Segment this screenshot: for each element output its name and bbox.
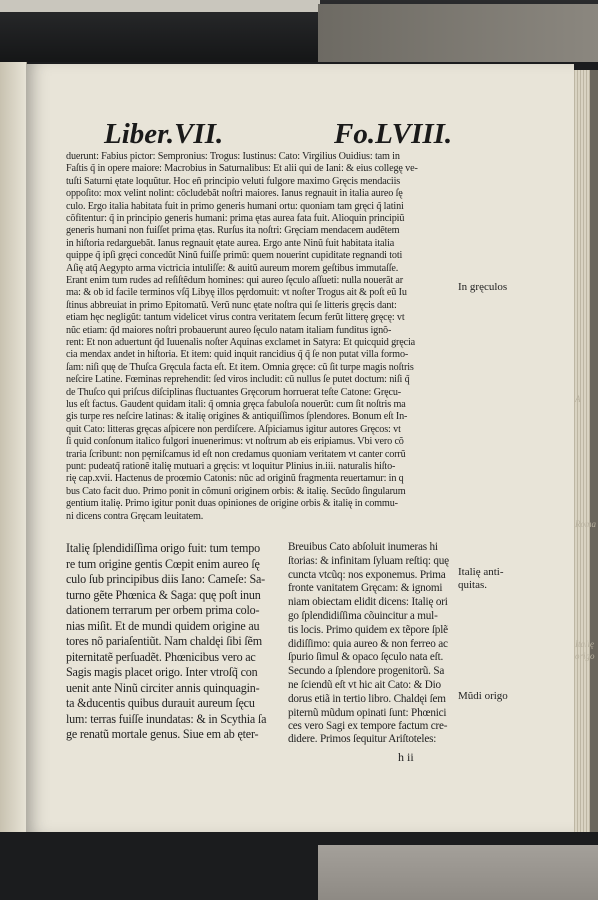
text-line: rent: Et non aduertunt q̃d Iuuenalis noſter Aquinas exclamet in Satyra: Et quicquid gręcia <box>66 337 416 348</box>
margin-note: Mũdi origo <box>458 690 508 702</box>
text-line: culo ſub principibus diis Iano: Cameſe: Sa- <box>66 572 265 586</box>
text-line: ſpurio ſimul & opaco ſęculo nata eſt. <box>288 651 444 664</box>
text-line: tores nõ pariaſentiũt. Nam chaldęi ſibi ſẽm <box>66 634 262 648</box>
margin-note: In gręculos <box>458 281 508 293</box>
text-line: didere. Primos ſequitur Ariſtoteles: <box>288 733 437 745</box>
text-line: traria ſcribunt: non pęrniſcamus id eſt non credamus quoniam veritatem vt canter corrũ <box>66 448 406 460</box>
text-line: Faſtis q̃ in opere maiore: Macrobius in Saturnalibus: Et alii qui de Iani: & eius collegę ve- <box>66 163 418 175</box>
text-line: gentium italię. Primo igitur ponit duas opiniones de origine orbis & italię in commu- <box>66 498 398 510</box>
text-line: re tum origine gentis Cœpit enim aureo ſę <box>66 556 260 571</box>
text-line: lum: terras fuiſſe inundatas: & in Scythia ſa <box>66 711 267 726</box>
text-line: etiam hęc negligũt: tantum videlicet virus contra veritatem ſecum ferũt litterę gręcę: vt <box>66 312 405 324</box>
text-line: lus eſt factus. Gaudent quidam itali: q̃ omnia gręca fabuloſa nouerũt: cum ſit noſtris ma <box>66 399 406 410</box>
text-line: ſam: niſi quę de Thuſca Gręcula facta eſt. Et item. Omnia gręce: cũ ſit turpe magis noſtris <box>66 361 414 373</box>
text-line: ces vero Sagi ex tempore factum cre- <box>288 720 448 733</box>
text-line: Secundo a ſplendore progenitorũ. Sa <box>288 665 445 678</box>
text-line: cia mendax andet in hiſtoria. Et item: quid inquit rancidius q̃ q̃ ſe non putat villa formo- <box>66 349 409 361</box>
text-line: uenit ante Ninũ circiter annis quinquagin- <box>66 680 260 695</box>
text-line: ne ſciendũ eſt vt hic ait Cato: & Dio <box>288 679 441 691</box>
text-line: Sagis magis placet origo. Inter vtroſq̃ con <box>66 665 258 679</box>
text-line: piternitatẽ perſuadẽt. Phœnicibus vero ac <box>66 649 256 664</box>
ghost-text: Roma <box>575 519 596 529</box>
text-line: punt: pudeatq̃ rationẽ italię mutuari a gręcis: vt loquitur Plinius in.iii. naturalis hiſto- <box>66 461 396 472</box>
text-line: Breuibus Cato abſoluit inumeras hi <box>288 541 438 553</box>
text-line: niam obiectam elidit dicens: Italię ori <box>288 596 448 609</box>
text-line: oppoſito: mox velint nolint: cõcludebãt noſtri maiores. Ianus regnauit in italia aureo ſę <box>66 188 403 200</box>
book-edge-shadow <box>590 70 598 832</box>
text-line: ſi quid conſonum italico fulgori inuenerimus: vt noſtrum ab eis eripiamus. Vbi vero cõ <box>66 436 404 448</box>
text-line: ta &ducentis quibus durauit aureum ſęcu <box>66 696 255 710</box>
text-line: ſtinus abbreuiat in primo Epitomatũ. Verũ nunc ętate noſtra qui ſe litteris gręcis dant: <box>66 299 397 311</box>
text-line: culo. Ergo italia habitata fuit in primo generis humani ortu: quoniam tam gręci q̃ latini <box>66 200 404 212</box>
text-line: piternũ mũdum opinati ſunt: Phœnici <box>288 706 447 719</box>
text-line: Erant enim tum rudes ad reſiſtẽdum homines: qui aureo ſęculo aſſueti: nulla nouerãt ar <box>66 275 404 286</box>
ghost-text: Italię <box>575 639 594 649</box>
background-bottom <box>318 845 598 900</box>
folio-number: Fo.LVIII. <box>334 118 453 150</box>
text-line: generis humani non fuiſſet prima ętas. Rurſus ita noſtri: Gręciam mendacem audẽtem <box>66 225 400 237</box>
text-line: dationem terrarum per orbem prima colo- <box>66 603 260 617</box>
text-line: turno gẽte Phœnica & Saga: quę poſt inun <box>66 587 261 602</box>
background-paper-strip <box>0 0 320 12</box>
text-line: dorus etiã in tertio libro. Chaldęi ſem <box>288 692 446 705</box>
left-page-edge <box>0 62 27 832</box>
text-line: rię cap.xvii. Hactenus de proœmio Catonis: nũc ad originũ fragmenta reuertamur: in q <box>66 473 404 485</box>
text-line: ni dicens contra Gręcam leuitatem. <box>66 510 204 522</box>
text-line: Aſię atq̃ Aegypto arma victricia intuliſſe: & auitũ aureum morem geſtibus immutaſſe. <box>66 262 399 274</box>
text-line: ge renatũ mortale genus. Siue em ab ęter- <box>66 727 259 741</box>
background-shelf <box>318 4 598 62</box>
text-line: de Thuſco qui priſcus diſciplinas fluctuantes Gręcorum horruerat teſte Catone: Gręcu- <box>66 386 402 398</box>
margin-note: Italię anti- <box>458 566 504 578</box>
text-line: didiſſimo: quia aureo & non ferreo ac <box>288 637 448 650</box>
signature-mark: h ii <box>398 750 414 764</box>
text-line: cuncta vtcũq: nos exponemus. Prima <box>288 568 446 581</box>
text-line: ſtorias: & infinitam ſyluam reſtiq: quę <box>288 554 449 567</box>
text-line: quippe q̃ ipſi gręci concedũt Ninũ fuiſſe primũ: quem nouerint cupiditate regnandi toti <box>66 250 403 262</box>
text-line: tis locis. Primo quidem ex tẽpore ſplẽ <box>288 623 448 636</box>
text-line: tuſti Saturni ętate loquũtur. Hoc eñ principio veluti fulgore maximo Gręcis mendaciis <box>66 175 401 187</box>
text-line: Italię ſplendidiſſima origo fuit: tum tempo <box>66 541 260 555</box>
ghost-text: A <box>575 394 581 404</box>
text-line: nias miſit. Et de mundi quidem origine au <box>66 618 260 633</box>
text-line: fronte vanitatem Gręcam: & ignomi <box>288 582 443 595</box>
text-line: gis turpe res neſcire latinas: & italię origines & antiquiſſimos ſplendores. Bonum eſt In- <box>66 411 408 423</box>
ghost-text: origo <box>575 651 595 661</box>
margin-note: quitas. <box>458 579 488 591</box>
text-line: nũc etiam: q̃d maiores noſtri probauerunt aureo ſęculo natam italiam funditus ignõ- <box>66 324 392 336</box>
text-line: neſcire Latine. Fœminas reprehendit: ſed viros includit: cũ nullus ſe putet doctum: niſi q̃ <box>66 374 410 386</box>
text-line: duerunt: Fabius pictor: Sempronius: Trogus: Iustinus: Cato: Virgilius Ouidius: tam in <box>66 151 400 162</box>
text-line: bus Cato facit duo. Primo ponit in cõmuni originem orbis: & italię. Secũdo ſingularum <box>66 485 406 497</box>
text-line: cõfitentur: q̃ in principio generis humani: prima ętas aurea fata fuit. Alioquin principiũ <box>66 213 405 224</box>
text-line: in hiſtoria redarguebãt. Ianus regnauit ętate aurea. Ergo ante Ninũ fuit habitata italia <box>66 237 395 249</box>
text-line: ma: & ob id facile terminos vſq̃ Libyę illos pęrdomuit: vt noſter Trogus ait & poſt eũ Iu <box>66 287 407 299</box>
running-header-book: Liber.VII. <box>104 118 224 150</box>
text-line: go ſplendidiſſima cõuincitur a mul- <box>288 610 438 622</box>
text-line: quit Cato: litteras gręcas aſpicere non perdiſcere. Aſpiciamus igitur autores Gręcos: vt <box>66 423 401 435</box>
